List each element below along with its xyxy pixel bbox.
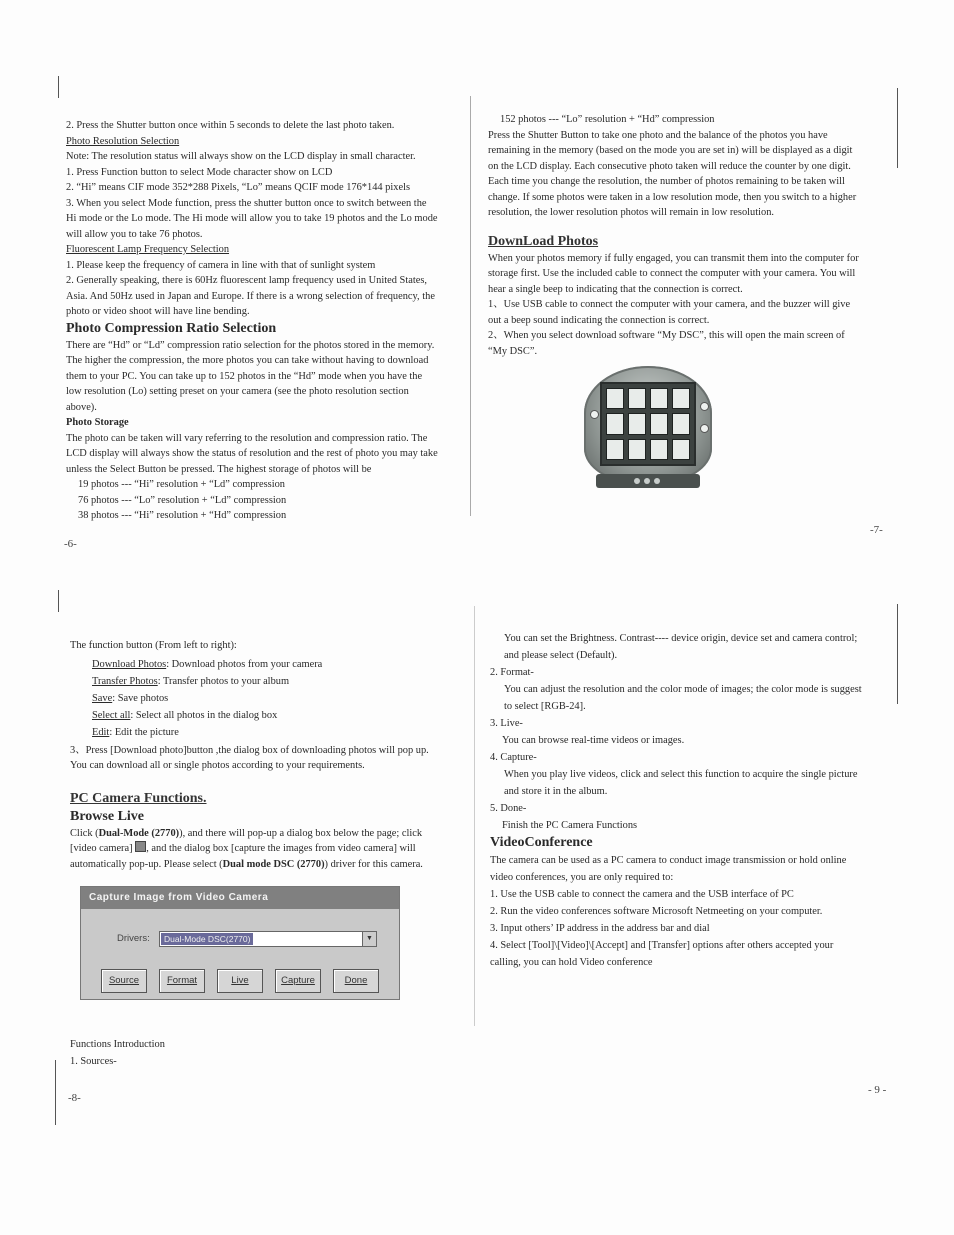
text-line: Each time you change the resolution, the number of photos remaining to be taken will <box>488 176 845 187</box>
item-label: 2. Format- <box>490 667 534 678</box>
thumbnail-grid <box>600 382 696 466</box>
text-line: LCD display will always show the status of resolution and the rest of photo you may take <box>66 448 438 459</box>
viewer-knob-icon <box>700 402 709 411</box>
dialog-title: Capture Image from Video Camera <box>81 887 399 909</box>
text-line: calling, you can hold Video conference <box>490 957 653 968</box>
left-edge-mark <box>55 1060 56 1125</box>
text-line: above). <box>66 401 97 413</box>
text-line: You can adjust the resolution and the color mode of images; the color mode is suggest <box>504 684 862 695</box>
function-item <box>70 690 465 707</box>
drivers-label: Drivers: <box>117 933 150 944</box>
text-line: The photo can be taken will vary referring to the resolution and compression ratio. The <box>66 432 428 444</box>
text-run: automatically pop-up. Please select ( <box>70 858 223 870</box>
text-line: Press the Shutter Button to take one photo and the balance of the photos you have <box>488 129 828 141</box>
text-line: When your photos memory if fully engaged, you can transmit them into the computer for <box>488 252 859 264</box>
text-run: [video camera] <box>70 843 133 854</box>
list-item: 19 photos --- “Hi” resolution + “Ld” compression <box>78 479 285 490</box>
text-line: unless the Select Button be pressed. The highest storage of photos will be <box>66 463 372 475</box>
page-number-9: - 9 - <box>868 1084 887 1096</box>
text-line: and store it in the album. <box>504 786 608 797</box>
live-button[interactable]: Live <box>217 969 263 993</box>
list-item: 152 photos --- “Lo” resolution + “Hd” compression <box>500 114 715 125</box>
center-fold-top <box>470 96 471 516</box>
function-name: Save <box>92 692 113 704</box>
text-line: “My DSC”. <box>488 345 538 357</box>
text-line: and please select (Default). <box>504 650 618 661</box>
text-line: 1、Use USB cable to connect the computer with your camera, and the buzzer will give <box>488 299 851 310</box>
list-item: 2. Run the video conferences software Microsoft Netmeeting on your computer. <box>490 906 823 917</box>
heading-compression: Photo Compression Ratio Selection <box>66 320 277 336</box>
text-line <box>70 826 465 842</box>
function-item <box>70 673 465 690</box>
text-line: 2. “Hi” means CIF mode 352*288 Pixels, “Lo” means QCIF mode 176*144 pixels <box>66 182 411 193</box>
text-line: resolution, the lower resolution photos will remain in low resolution. <box>488 207 774 218</box>
left-margin-mark-top <box>58 76 59 98</box>
thumbnail <box>672 439 690 460</box>
text-line: low resolution (Lo) setting preset on your camera (see the photo resolution section <box>66 386 409 397</box>
item-label: 4. Capture- <box>490 752 537 763</box>
done-button[interactable]: Done <box>333 969 379 993</box>
text-line <box>70 857 465 873</box>
viewer-control-bar <box>596 474 700 488</box>
text-line: 2、When you select download software “My DSC”, this will open the main screen of <box>488 330 845 341</box>
page-9 <box>490 630 890 971</box>
text-run: Click ( <box>70 827 99 839</box>
text-line: 3. When you select Mode function, press the shutter button once to switch between the <box>66 197 427 209</box>
viewer-knob-icon <box>700 424 709 433</box>
text-line: You can download all or single photos according to your requirements. <box>70 760 365 771</box>
text-line: photo or video shoot will have line bending. <box>66 306 250 317</box>
function-desc: : Transfer photos to your album <box>157 675 290 687</box>
text-line: storage first. Use the included cable to connect the computer with your camera. You will <box>488 268 856 279</box>
section-heading: Fluorescent Lamp Frequency Selection <box>66 244 230 255</box>
text-line: Note: The resolution status will always show on the LCD display in small character. <box>66 151 416 162</box>
left-margin-mark-bottom <box>58 590 59 612</box>
list-item: 1. Use the USB cable to connect the camera and the USB interface of PC <box>490 889 794 900</box>
text-line: You can set the Brightness. Contrast---- device origin, device set and camera control; <box>504 633 858 644</box>
control-dot-icon <box>634 478 640 484</box>
capture-dialog <box>80 886 400 1000</box>
function-desc: : Select all photos in the dialog box <box>130 709 278 721</box>
text-line: 1. Sources- <box>70 1056 117 1067</box>
format-button[interactable]: Format <box>159 969 205 993</box>
capture-button[interactable]: Capture <box>275 969 321 993</box>
drivers-select[interactable] <box>159 931 377 947</box>
heading-download: DownLoad Photos <box>488 233 599 249</box>
list-item: 76 photos --- “Lo” resolution + “Ld” compression <box>78 494 287 506</box>
text-line: You can browse real-time videos or images. <box>502 735 685 746</box>
heading-browse-live: Browse Live <box>70 808 145 824</box>
text-line: 1. Press Function button to select Mode character show on LCD <box>66 166 333 178</box>
section-heading: Photo Resolution Selection <box>66 135 180 147</box>
text-line: video conferences, you are only required to: <box>490 872 674 883</box>
function-desc: : Edit the picture <box>109 726 179 738</box>
text-line <box>70 841 465 857</box>
text-line: The higher the compression, the more photos you can take without having to download <box>66 355 429 366</box>
page-8 <box>70 638 465 872</box>
text-line: 2. Press the Shutter button once within 5 seconds to delete the last photo taken. <box>66 120 395 131</box>
page-number-6: -6- <box>64 538 77 550</box>
page-number-8: -8- <box>68 1092 81 1104</box>
heading-pc-camera: PC Camera Functions. <box>70 790 207 806</box>
heading-videoconference: VideoConference <box>490 835 593 850</box>
thumbnail <box>650 439 668 460</box>
thumbnail <box>672 388 690 409</box>
text-line: hear a single beep to indicating that the connection is correct. <box>488 283 743 295</box>
page-8-footer-text <box>70 1036 370 1070</box>
text-line: 1. Please keep the frequency of camera in line with that of sunlight system <box>66 259 376 271</box>
text-line: out a beep sound indicating the connection is correct. <box>488 314 710 326</box>
video-camera-icon <box>135 841 146 852</box>
heading-storage: Photo Storage <box>66 417 129 428</box>
function-desc: : Download photos from your camera <box>166 658 323 670</box>
text-line: 3、Press [Download photo]button ,the dialog box of downloading photos will pop up. <box>70 744 429 756</box>
thumbnail <box>606 388 624 409</box>
function-item <box>70 724 465 741</box>
list-item: 38 photos --- “Hi” resolution + “Hd” compression <box>78 510 287 521</box>
text-line: There are “Hd” or “Ld” compression ratio selection for the photos stored in the memory. <box>66 339 435 351</box>
text-line: When you play live videos, click and select this function to acquire the single picture <box>504 769 858 780</box>
function-desc: : Save photos <box>112 692 169 704</box>
thumbnail <box>650 388 668 409</box>
thumbnail <box>650 413 668 434</box>
function-name: Download Photos <box>92 658 167 670</box>
text-run: ), and there will pop-up a dialog box below the page; click <box>179 827 423 839</box>
drivers-value: Dual-Mode DSC(2770) <box>161 933 253 945</box>
text-line: to select [RGB-24]. <box>504 701 586 712</box>
text-line: Functions Introduction <box>70 1039 165 1050</box>
text-line: remaining in the memory (based on the mode you are set in) will be displayed as a digit <box>488 145 853 156</box>
text-run: ) driver for this camera. <box>324 858 423 870</box>
thumbnail <box>628 413 646 434</box>
text-line: Asia. And 50Hz used in Japan and Europe. If there is a wrong selection of frequency, the <box>66 290 435 302</box>
list-item: 4. Select [Tool]\[Video]\[Accept] and [Transfer] options after others accepted your <box>490 940 834 951</box>
my-dsc-viewer-image <box>578 354 718 502</box>
text-line: The function button (From left to right): <box>70 640 237 651</box>
chevron-down-icon[interactable]: ▼ <box>362 932 376 946</box>
page-number-7: -7- <box>870 524 883 536</box>
right-margin-mark-top <box>897 88 898 168</box>
right-margin-mark-bottom <box>897 604 898 704</box>
center-fold-bottom <box>474 606 475 1026</box>
text-bold: Dual-Mode (2770) <box>98 827 180 839</box>
item-label: 5. Done- <box>490 803 527 814</box>
viewer-knob-icon <box>590 410 599 419</box>
function-name: Transfer Photos <box>92 675 158 687</box>
text-line: 2. Generally speaking, there is 60Hz fluorescent lamp frequency used in United States, <box>66 275 427 286</box>
text-line: change. If some photos were taken in a low resolution mode, then you switch to a higher <box>488 191 857 203</box>
function-item <box>70 656 465 673</box>
thumbnail <box>628 388 646 409</box>
item-label: 3. Live- <box>490 718 523 729</box>
function-name: Edit <box>92 726 110 738</box>
text-line: on the LCD display. Each consecutive photo taken will reduce the counter by one digit. <box>488 160 851 172</box>
text-bold: Dual mode DSC (2770) <box>222 858 325 870</box>
text-line: Finish the PC Camera Functions <box>502 820 638 831</box>
thumbnail <box>672 413 690 434</box>
text-line: will allow you to take 76 photos. <box>66 228 203 240</box>
thumbnail <box>606 439 624 460</box>
function-item <box>70 707 465 724</box>
page-7 <box>488 112 888 359</box>
control-dot-icon <box>654 478 660 484</box>
text-line: them to your PC. You can take up to 152 photos in the “Hd” mode when you have the <box>66 370 423 382</box>
list-item: 3. Input others’ IP address in the address bar and dial <box>490 923 710 934</box>
thumbnail <box>606 413 624 434</box>
control-dot-icon <box>644 478 650 484</box>
thumbnail <box>628 439 646 460</box>
text-line: Hi mode or the Lo mode. The Hi mode will allow you to take 19 photos and the Lo mode <box>66 213 438 224</box>
page-6 <box>66 118 466 524</box>
text-line: The camera can be used as a PC camera to conduct image transmission or hold online <box>490 855 847 866</box>
source-button[interactable]: Source <box>101 969 147 993</box>
text-run: , and the dialog box [capture the images from video camera] will <box>146 843 416 854</box>
function-name: Select all <box>92 709 131 721</box>
